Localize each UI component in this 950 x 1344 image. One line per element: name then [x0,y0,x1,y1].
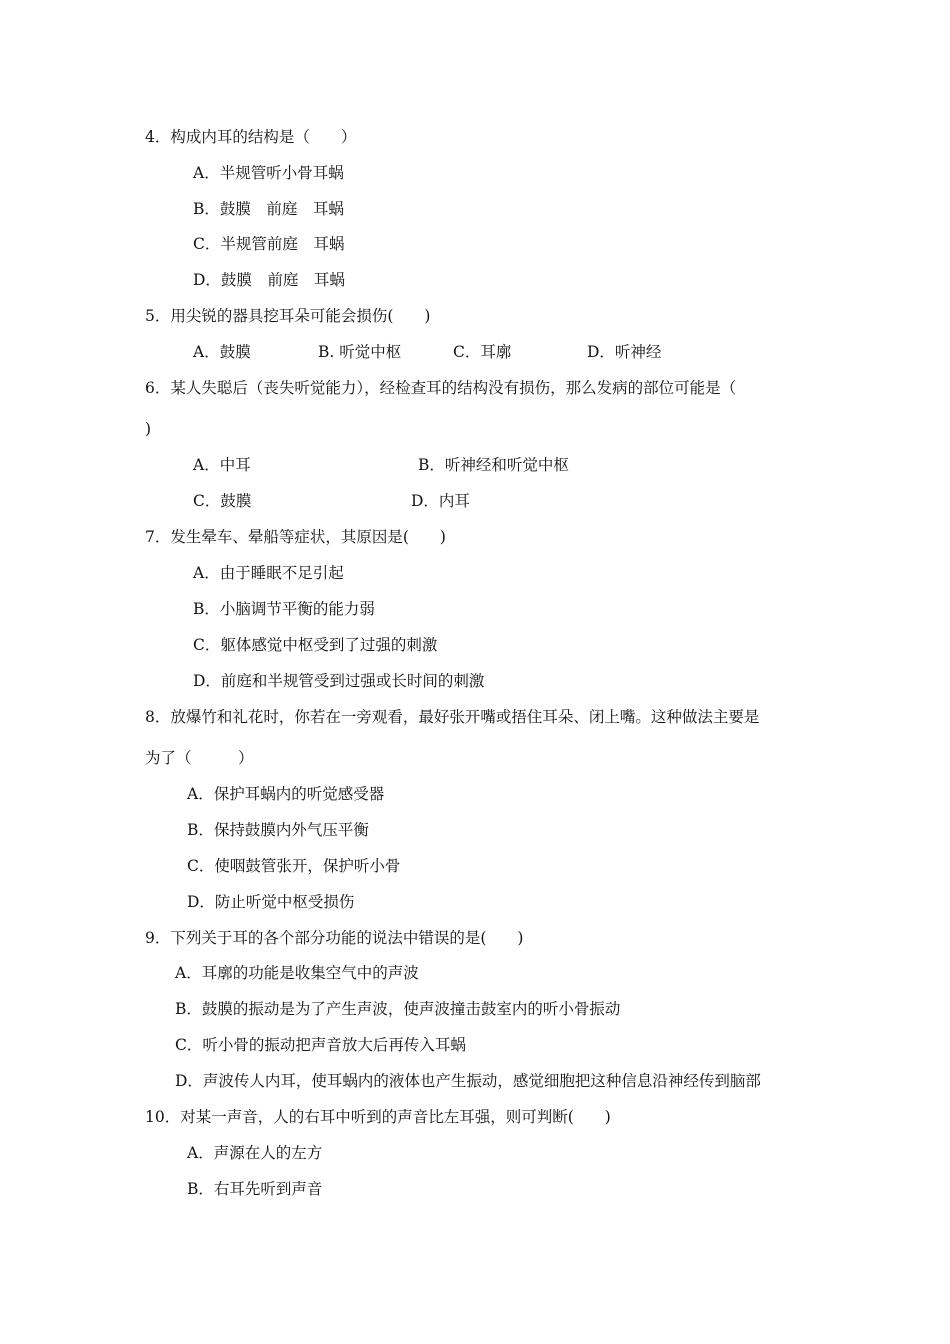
question-10-stem: 10．对某一声音，人的右耳中听到的声音比左耳强，则可判断( ) [145,1108,611,1126]
question-4-option-a: A．半规管听小骨耳蜗 [193,164,344,182]
question-9-option-c: C．听小骨的振动把声音放大后再传入耳蜗 [175,1036,466,1054]
question-7-option-a: A．由于睡眠不足引起 [193,564,344,582]
question-7-option-c: C．躯体感觉中枢受到了过强的刺激 [193,636,438,654]
question-9-option-d: D．声波传人内耳，使耳蜗内的液体也产生振动，感觉细胞把这种信息沿神经传到脑部 [175,1072,761,1090]
question-6-option-c: C．鼓膜 [193,492,252,510]
question-8-option-c: C．使咽鼓管张开，保护听小骨 [187,857,401,875]
question-5-option-c: C．耳廓 [453,343,512,361]
question-6-option-a: A．中耳 [193,456,251,474]
question-5-option-a: A．鼓膜 [193,343,251,361]
question-6-stem-continued: ) [145,420,152,438]
question-5-stem: 5．用尖锐的器具挖耳朵可能会损伤( ) [145,307,431,325]
question-4-option-c: C．半规管前庭 耳蜗 [193,235,345,253]
question-8-option-d: D．防止听觉中枢受损伤 [187,893,355,911]
question-10-option-b: B．右耳先听到声音 [187,1180,323,1198]
question-9-option-a: A．耳廓的功能是收集空气中的声波 [175,964,419,982]
question-4-option-d: D．鼓膜 前庭 耳蜗 [193,271,345,289]
question-4-stem: 4．构成内耳的结构是（ ） [145,128,357,146]
question-10-option-a: A．声源在人的左方 [187,1144,323,1162]
question-7-stem: 7．发生晕车、晕船等症状，其原因是( ) [145,528,446,546]
question-8-option-b: B．保持鼓膜内外气压平衡 [187,821,369,839]
question-6-option-d: D．内耳 [411,492,470,510]
question-8-stem: 8．放爆竹和礼花时，你若在一旁观看，最好张开嘴或捂住耳朵、闭上嘴。这种做法主要是 [145,708,760,726]
question-8-stem-continued: 为了（ ） [145,749,254,767]
question-6-stem: 6．某人失聪后（丧失听觉能力），经检查耳的结构没有损伤，那么发病的部位可能是（ [145,379,737,397]
question-6-option-b: B．听神经和听觉中枢 [418,456,569,474]
question-9-stem: 9．下列关于耳的各个部分功能的说法中错误的是( ) [145,929,524,947]
question-4-option-b: B．鼓膜 前庭 耳蜗 [193,200,344,218]
question-5-option-d: D．听神经 [587,343,662,361]
question-7-option-b: B．小脑调节平衡的能力弱 [193,600,375,618]
question-9-option-b: B．鼓膜的振动是为了产生声波，使声波撞击鼓室内的听小骨振动 [175,1000,621,1018]
question-5-option-b: B. 听觉中枢 [318,343,402,361]
question-8-option-a: A．保护耳蜗内的听觉感受器 [187,785,385,803]
question-7-option-d: D．前庭和半规管受到过强或长时间的刺激 [193,672,485,690]
